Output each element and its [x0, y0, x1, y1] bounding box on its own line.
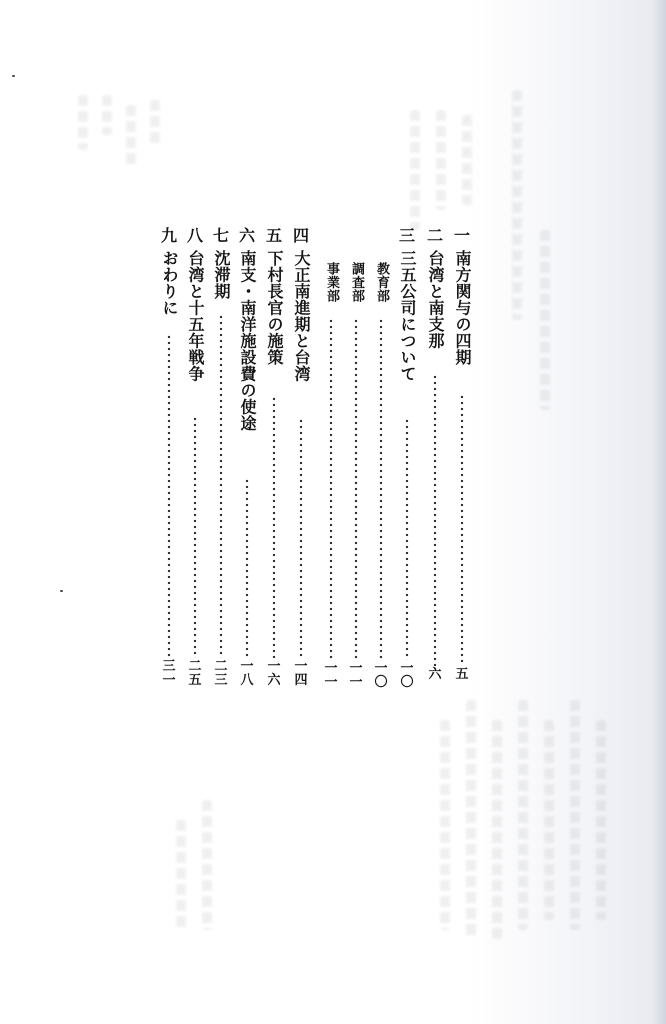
- dot-leader: [460, 394, 464, 666]
- page-number: 一 一: [324, 661, 338, 690]
- toc-entry-8[interactable]: [184, 226, 206, 688]
- chapter-title: 台湾と十五年戦争: [186, 250, 205, 382]
- page-number: 三 一: [162, 659, 176, 688]
- chapter-number: 八: [186, 226, 203, 245]
- toc-subentry-1[interactable]: [370, 228, 392, 690]
- page-number: 一 〇: [374, 661, 388, 690]
- chapter-title: 大正南進期と台湾: [292, 250, 311, 382]
- table-of-contents: [160, 228, 490, 688]
- dot-leader: [299, 418, 303, 658]
- dot-leader: [329, 318, 333, 660]
- dot-leader: [379, 318, 383, 660]
- toc-subentry-3[interactable]: [320, 228, 342, 690]
- chapter-number: 六: [238, 226, 255, 245]
- page-number: 一 八: [240, 659, 254, 688]
- toc-entry-4[interactable]: [290, 226, 312, 688]
- page-number: 一 六: [267, 659, 281, 688]
- toc-entry-9[interactable]: [158, 226, 180, 688]
- scan-speck: [60, 590, 63, 592]
- chapter-number: 三: [398, 226, 415, 245]
- page-number: 二 五: [188, 659, 202, 688]
- page-number: 六: [428, 667, 442, 682]
- dot-leader: [219, 314, 223, 658]
- toc-subentry-2[interactable]: [345, 228, 367, 690]
- chapter-number: 七: [212, 226, 229, 245]
- toc-entry-5[interactable]: [263, 226, 285, 688]
- dot-leader: [193, 416, 197, 658]
- chapter-title: 三五公司について: [398, 250, 417, 382]
- chapter-title: 下村長官の施策: [265, 250, 284, 366]
- chapter-number: 一: [453, 226, 470, 245]
- chapter-number: 九: [160, 226, 177, 245]
- page-number: 二 三: [214, 659, 228, 688]
- page-number: 一 四: [294, 659, 308, 688]
- chapter-title: 沈滞期: [212, 250, 231, 300]
- section-title: 調査部: [349, 262, 364, 303]
- dot-leader: [245, 478, 249, 658]
- toc-entry-2[interactable]: [424, 228, 446, 683]
- section-title: 教育部: [374, 262, 389, 303]
- dot-leader: [433, 374, 437, 666]
- page-number: 一 一: [349, 661, 363, 690]
- page-number: 一 〇: [400, 661, 414, 690]
- dot-leader: [405, 418, 409, 660]
- chapter-title: おわりに: [160, 250, 179, 316]
- section-title: 事業部: [324, 262, 339, 303]
- chapter-title: 南支・南洋施設費の使途: [238, 250, 257, 432]
- dot-leader: [354, 318, 358, 660]
- page-edge-shadow: [652, 0, 666, 1024]
- toc-entry-3[interactable]: [396, 226, 418, 690]
- toc-entry-7[interactable]: [210, 226, 232, 688]
- chapter-number: 四: [292, 226, 309, 245]
- toc-entry-1[interactable]: [451, 228, 473, 683]
- toc-entry-6[interactable]: [236, 226, 258, 688]
- dot-leader: [272, 396, 276, 658]
- page-number: 五: [455, 667, 469, 682]
- dot-leader: [167, 334, 171, 658]
- chapter-number: 五: [265, 226, 282, 245]
- chapter-title: 南方関与の四期: [453, 250, 472, 366]
- chapter-number: 二: [426, 226, 443, 245]
- scan-speck: [12, 75, 15, 77]
- chapter-title: 台湾と南支那: [426, 250, 445, 349]
